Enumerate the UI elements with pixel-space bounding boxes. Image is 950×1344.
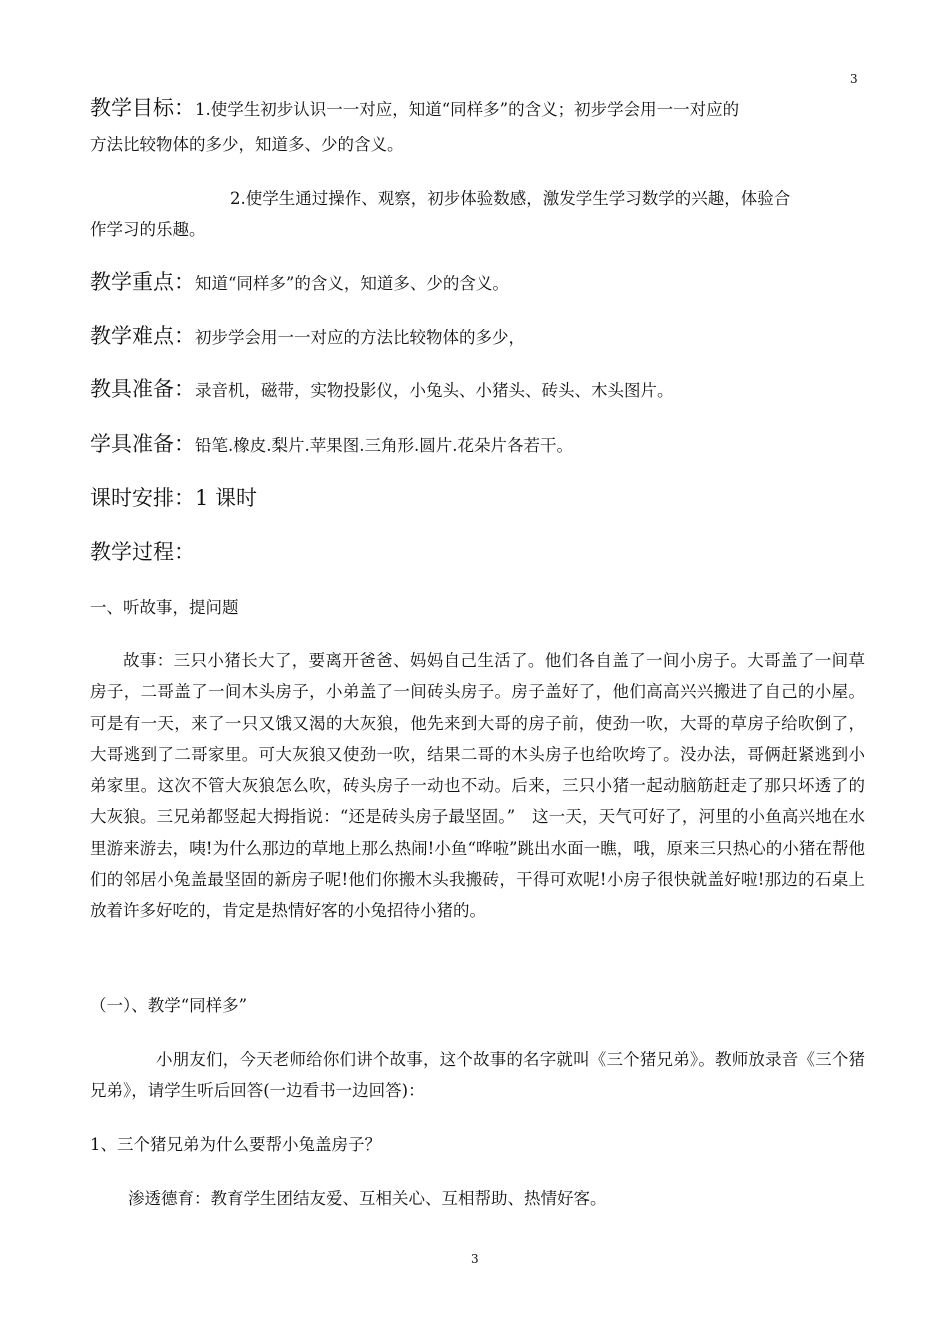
schedule-label: 课时安排： xyxy=(90,486,195,510)
key-points xyxy=(90,266,865,296)
question-1: 1、三个猪兄弟为什么要帮小兔盖房子？ xyxy=(90,1135,381,1154)
teaching-aids xyxy=(90,373,865,403)
teaching-aids-label: 教具准备： xyxy=(90,377,195,401)
student-aids-label: 学具准备： xyxy=(90,432,195,456)
difficulties-label: 教学难点： xyxy=(90,324,195,348)
schedule-value: 1 课时 xyxy=(195,486,258,510)
page-number-top: 3 xyxy=(850,72,858,86)
key-points-label: 教学重点： xyxy=(90,270,195,294)
page-number-bottom: 3 xyxy=(471,1252,479,1266)
moral-education: 渗透德育：教育学生团结友爱、互相关心、互相帮助、热情好客。 xyxy=(128,1189,607,1208)
teaching-aids-value: 录音机，磁带，实物投影仪，小兔头、小猪头、砖头、木头图片。 xyxy=(195,381,674,400)
objectives-line1 xyxy=(90,92,865,122)
objectives-item2-line1: 2.使学生通过操作、观察，初步体验数感，激发学生学习数学的兴趣，体验合 xyxy=(230,189,791,208)
objectives-item1-line2: 方法比较物体的多少，知道多、少的含义。 xyxy=(90,135,404,154)
story-paragraph: 故事：三只小猪长大了，要离开爸爸、妈妈自己生活了。他们各自盖了一间小房子。大哥盖了一间草房子，二哥盖了一间木头房子，小弟盖了一间砖头房子。房子盖好了，他们高高兴兴搬进了自己的小屋。可是有一天，来了一只又饿又渴的大灰狼，他先来到大哥的房子前，使劲一吹，大哥的草房子给吹倒了，大哥逃到了二哥家里。可大灰狼又使劲一吹，结果二哥的木头房子也给吹垮了。没办法，哥俩赶紧逃到小弟家里。这次不管大灰狼怎么吹，砖头房子一动也不动。后来，三只小猪一起动脑筋赶走了那只坏透了的大灰狼。三兄弟都竖起大拇指说：“还是砖头房子最坚固。” 这一天，天气可好了，河里的小鱼高兴地在水里游来游去，咦!为什么那边的草地上那么热闹!小鱼“哗啦”跳出水面一瞧，哦，原来三只热心的小猪在帮他们的邻居小兔盖最坚固的新房子呢!他们你搬木头我搬砖，干得可欢呢!小房子很快就盖好啦!那边的石桌上放着许多好吃的，肯定是热情好客的小兔招待小猪的。 xyxy=(90,651,865,921)
difficulties xyxy=(90,320,865,350)
student-aids-value: 铅笔.橡皮.梨片.苹果图.三角形.圆片.花朵片各若干。 xyxy=(195,436,573,455)
student-aids xyxy=(90,428,865,458)
schedule xyxy=(90,482,865,512)
process-label: 教学过程： xyxy=(90,540,195,564)
intro-paragraph: 小朋友们，今天老师给你们讲个故事，这个故事的名字就叫《三个猪兄弟》。教师放录音《三个猪兄弟》，请学生听后回答(一边看书一边回答)： xyxy=(90,1050,865,1101)
subsection-heading: （一）、教学“同样多” xyxy=(90,996,248,1015)
section1-heading: 一、听故事，提问题 xyxy=(90,598,239,617)
objectives-label: 教学目标： xyxy=(90,96,195,120)
difficulties-value: 初步学会用一一对应的方法比较物体的多少， xyxy=(195,328,525,347)
objectives-item1-line1: 1.使学生初步认识一一对应，知道“同样多”的含义；初步学会用一一对应的 xyxy=(195,100,740,119)
objectives-item2-line2: 作学习的乐趣。 xyxy=(90,220,206,239)
key-points-value: 知道“同样多”的含义，知道多、少的含义。 xyxy=(195,274,509,293)
